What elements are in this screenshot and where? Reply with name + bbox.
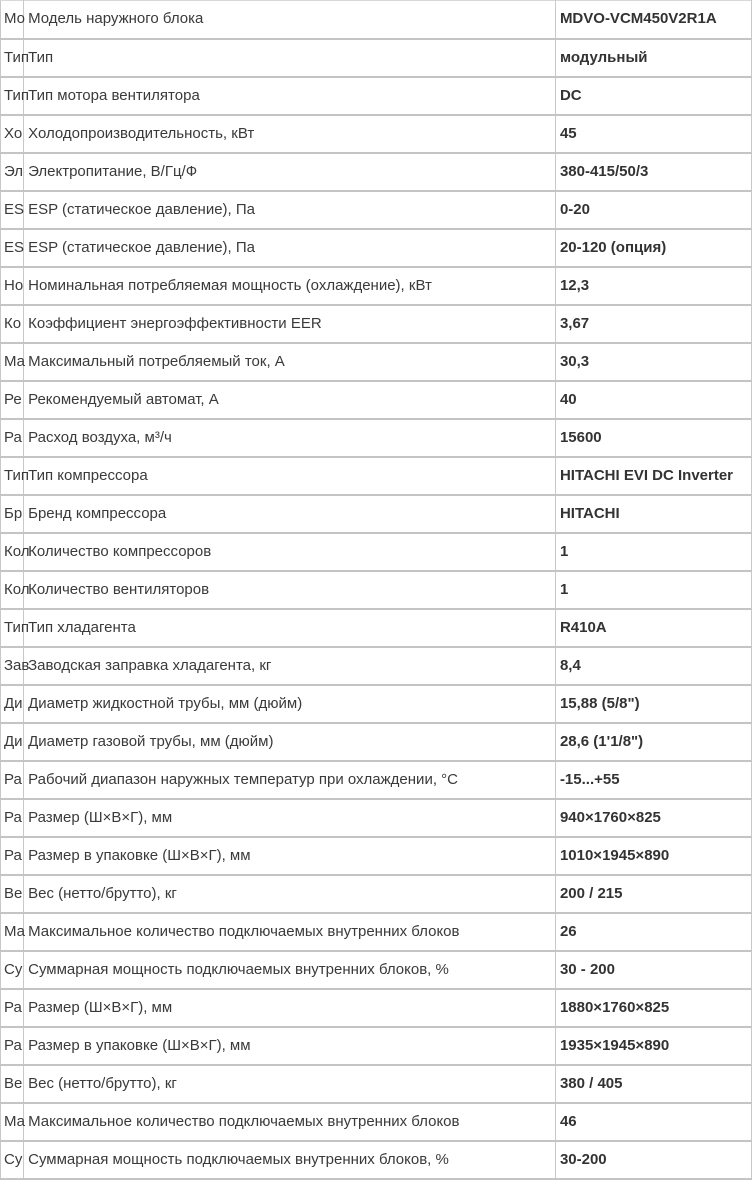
table-row [1, 723, 752, 761]
table-row [1, 1, 752, 39]
row-truncated-label: Ре [1, 381, 24, 419]
table-row [1, 457, 752, 495]
row-truncated-label: Зав [1, 647, 24, 685]
row-parameter-value: 12,3 [555, 267, 751, 305]
table-row [1, 77, 752, 115]
row-truncated-label: Ди [1, 685, 24, 723]
row-parameter-label: ESP (статическое давление), Па [24, 229, 556, 267]
table-row [1, 495, 752, 533]
table-row [1, 305, 752, 343]
row-parameter-value: 26 [555, 913, 751, 951]
row-truncated-label: Мо [1, 1, 24, 39]
row-parameter-value: 200 / 215 [555, 875, 751, 913]
row-parameter-label: Размер в упаковке (Ш×В×Г), мм [24, 1027, 556, 1065]
row-truncated-label: Ве [1, 875, 24, 913]
row-parameter-label: Модель наружного блока [24, 1, 556, 39]
row-parameter-label: Тип мотора вентилятора [24, 77, 556, 115]
table-row [1, 1065, 752, 1103]
table-row [1, 609, 752, 647]
table-row [1, 229, 752, 267]
table-row [1, 39, 752, 77]
row-parameter-value: 30,3 [555, 343, 751, 381]
row-truncated-label: Ра [1, 1027, 24, 1065]
row-truncated-label: Су [1, 951, 24, 989]
row-parameter-label: Тип хладагента [24, 609, 556, 647]
row-truncated-label: Эл [1, 153, 24, 191]
table-row [1, 1103, 752, 1141]
row-truncated-label: Хо [1, 115, 24, 153]
row-truncated-label: ES [1, 191, 24, 229]
table-row [1, 571, 752, 609]
row-parameter-label: Тип компрессора [24, 457, 556, 495]
row-parameter-label: Вес (нетто/брутто), кг [24, 875, 556, 913]
row-parameter-label: Тип [24, 39, 556, 77]
table-row [1, 115, 752, 153]
row-parameter-value: 15600 [555, 419, 751, 457]
table-row [1, 875, 752, 913]
row-truncated-label: Ма [1, 1103, 24, 1141]
row-truncated-label: Тип [1, 77, 24, 115]
table-row [1, 799, 752, 837]
row-parameter-value: 30-200 [555, 1141, 751, 1179]
row-parameter-value: 20-120 (опция) [555, 229, 751, 267]
row-parameter-label: Вес (нетто/брутто), кг [24, 1065, 556, 1103]
row-parameter-label: Электропитание, В/Гц/Ф [24, 153, 556, 191]
table-row [1, 761, 752, 799]
table-row [1, 951, 752, 989]
row-parameter-label: Коэффициент энергоэффективности EER [24, 305, 556, 343]
row-truncated-label: Тип [1, 457, 24, 495]
row-parameter-value: 1010×1945×890 [555, 837, 751, 875]
table-row [1, 267, 752, 305]
row-parameter-value: HITACHI EVI DC Inverter [555, 457, 751, 495]
row-truncated-label: Ве [1, 1065, 24, 1103]
row-parameter-label: Диаметр жидкостной трубы, мм (дюйм) [24, 685, 556, 723]
table-row [1, 989, 752, 1027]
row-parameter-label: Номинальная потребляемая мощность (охлаждение), кВт [24, 267, 556, 305]
row-parameter-value: 45 [555, 115, 751, 153]
row-truncated-label: Кол [1, 571, 24, 609]
table-row [1, 685, 752, 723]
row-parameter-label: ESP (статическое давление), Па [24, 191, 556, 229]
row-parameter-value: 380 / 405 [555, 1065, 751, 1103]
row-parameter-value: 28,6 (1'1/8") [555, 723, 751, 761]
row-parameter-value: HITACHI [555, 495, 751, 533]
row-parameter-label: Размер (Ш×В×Г), мм [24, 799, 556, 837]
row-parameter-value: DC [555, 77, 751, 115]
row-truncated-label: Ма [1, 913, 24, 951]
table-row [1, 913, 752, 951]
row-truncated-label: Ра [1, 837, 24, 875]
row-parameter-label: Количество компрессоров [24, 533, 556, 571]
row-parameter-label: Размер в упаковке (Ш×В×Г), мм [24, 837, 556, 875]
row-truncated-label: Су [1, 1141, 24, 1179]
row-parameter-value: 30 - 200 [555, 951, 751, 989]
row-parameter-value: 8,4 [555, 647, 751, 685]
row-parameter-label: Максимальный потребляемый ток, А [24, 343, 556, 381]
row-parameter-label: Расход воздуха, м³/ч [24, 419, 556, 457]
row-parameter-value: 1880×1760×825 [555, 989, 751, 1027]
row-parameter-label: Заводская заправка хладагента, кг [24, 647, 556, 685]
table-row [1, 533, 752, 571]
row-parameter-label: Холодопроизводительность, кВт [24, 115, 556, 153]
row-parameter-value: 0-20 [555, 191, 751, 229]
row-truncated-label: Тип [1, 609, 24, 647]
row-parameter-label: Рабочий диапазон наружных температур при охлаждении, °С [24, 761, 556, 799]
row-parameter-label: Максимальное количество подключаемых внутренних блоков [24, 913, 556, 951]
row-parameter-value: 46 [555, 1103, 751, 1141]
row-truncated-label: Бр [1, 495, 24, 533]
row-parameter-value: 15,88 (5/8") [555, 685, 751, 723]
table-row [1, 837, 752, 875]
row-truncated-label: Ди [1, 723, 24, 761]
row-parameter-label: Диаметр газовой трубы, мм (дюйм) [24, 723, 556, 761]
row-truncated-label: Ра [1, 419, 24, 457]
row-parameter-value: R410A [555, 609, 751, 647]
table-row [1, 343, 752, 381]
row-truncated-label: Ко [1, 305, 24, 343]
row-truncated-label: Кол [1, 533, 24, 571]
row-parameter-label: Суммарная мощность подключаемых внутренних блоков, % [24, 1141, 556, 1179]
row-truncated-label: Тип [1, 39, 24, 77]
row-parameter-value: 3,67 [555, 305, 751, 343]
row-parameter-label: Суммарная мощность подключаемых внутренних блоков, % [24, 951, 556, 989]
spec-table-body [1, 1, 752, 1179]
table-row [1, 153, 752, 191]
row-parameter-value: 1 [555, 533, 751, 571]
row-truncated-label: Ра [1, 989, 24, 1027]
row-parameter-label: Бренд компрессора [24, 495, 556, 533]
row-parameter-value: 40 [555, 381, 751, 419]
table-row [1, 1141, 752, 1179]
table-row [1, 1027, 752, 1065]
table-row [1, 419, 752, 457]
row-parameter-value: 1 [555, 571, 751, 609]
row-truncated-label: Ма [1, 343, 24, 381]
row-parameter-value: 1935×1945×890 [555, 1027, 751, 1065]
row-parameter-value: 380-415/50/3 [555, 153, 751, 191]
table-row [1, 191, 752, 229]
table-row [1, 647, 752, 685]
row-parameter-value: 940×1760×825 [555, 799, 751, 837]
row-truncated-label: Но [1, 267, 24, 305]
row-parameter-label: Рекомендуемый автомат, А [24, 381, 556, 419]
row-parameter-label: Количество вентиляторов [24, 571, 556, 609]
row-truncated-label: Ра [1, 761, 24, 799]
row-truncated-label: ES [1, 229, 24, 267]
row-truncated-label: Ра [1, 799, 24, 837]
row-parameter-value: модульный [555, 39, 751, 77]
row-parameter-label: Размер (Ш×В×Г), мм [24, 989, 556, 1027]
row-parameter-value: MDVO-VCM450V2R1A [555, 1, 751, 39]
row-parameter-label: Максимальное количество подключаемых внутренних блоков [24, 1103, 556, 1141]
row-parameter-value: -15...+55 [555, 761, 751, 799]
table-row [1, 381, 752, 419]
